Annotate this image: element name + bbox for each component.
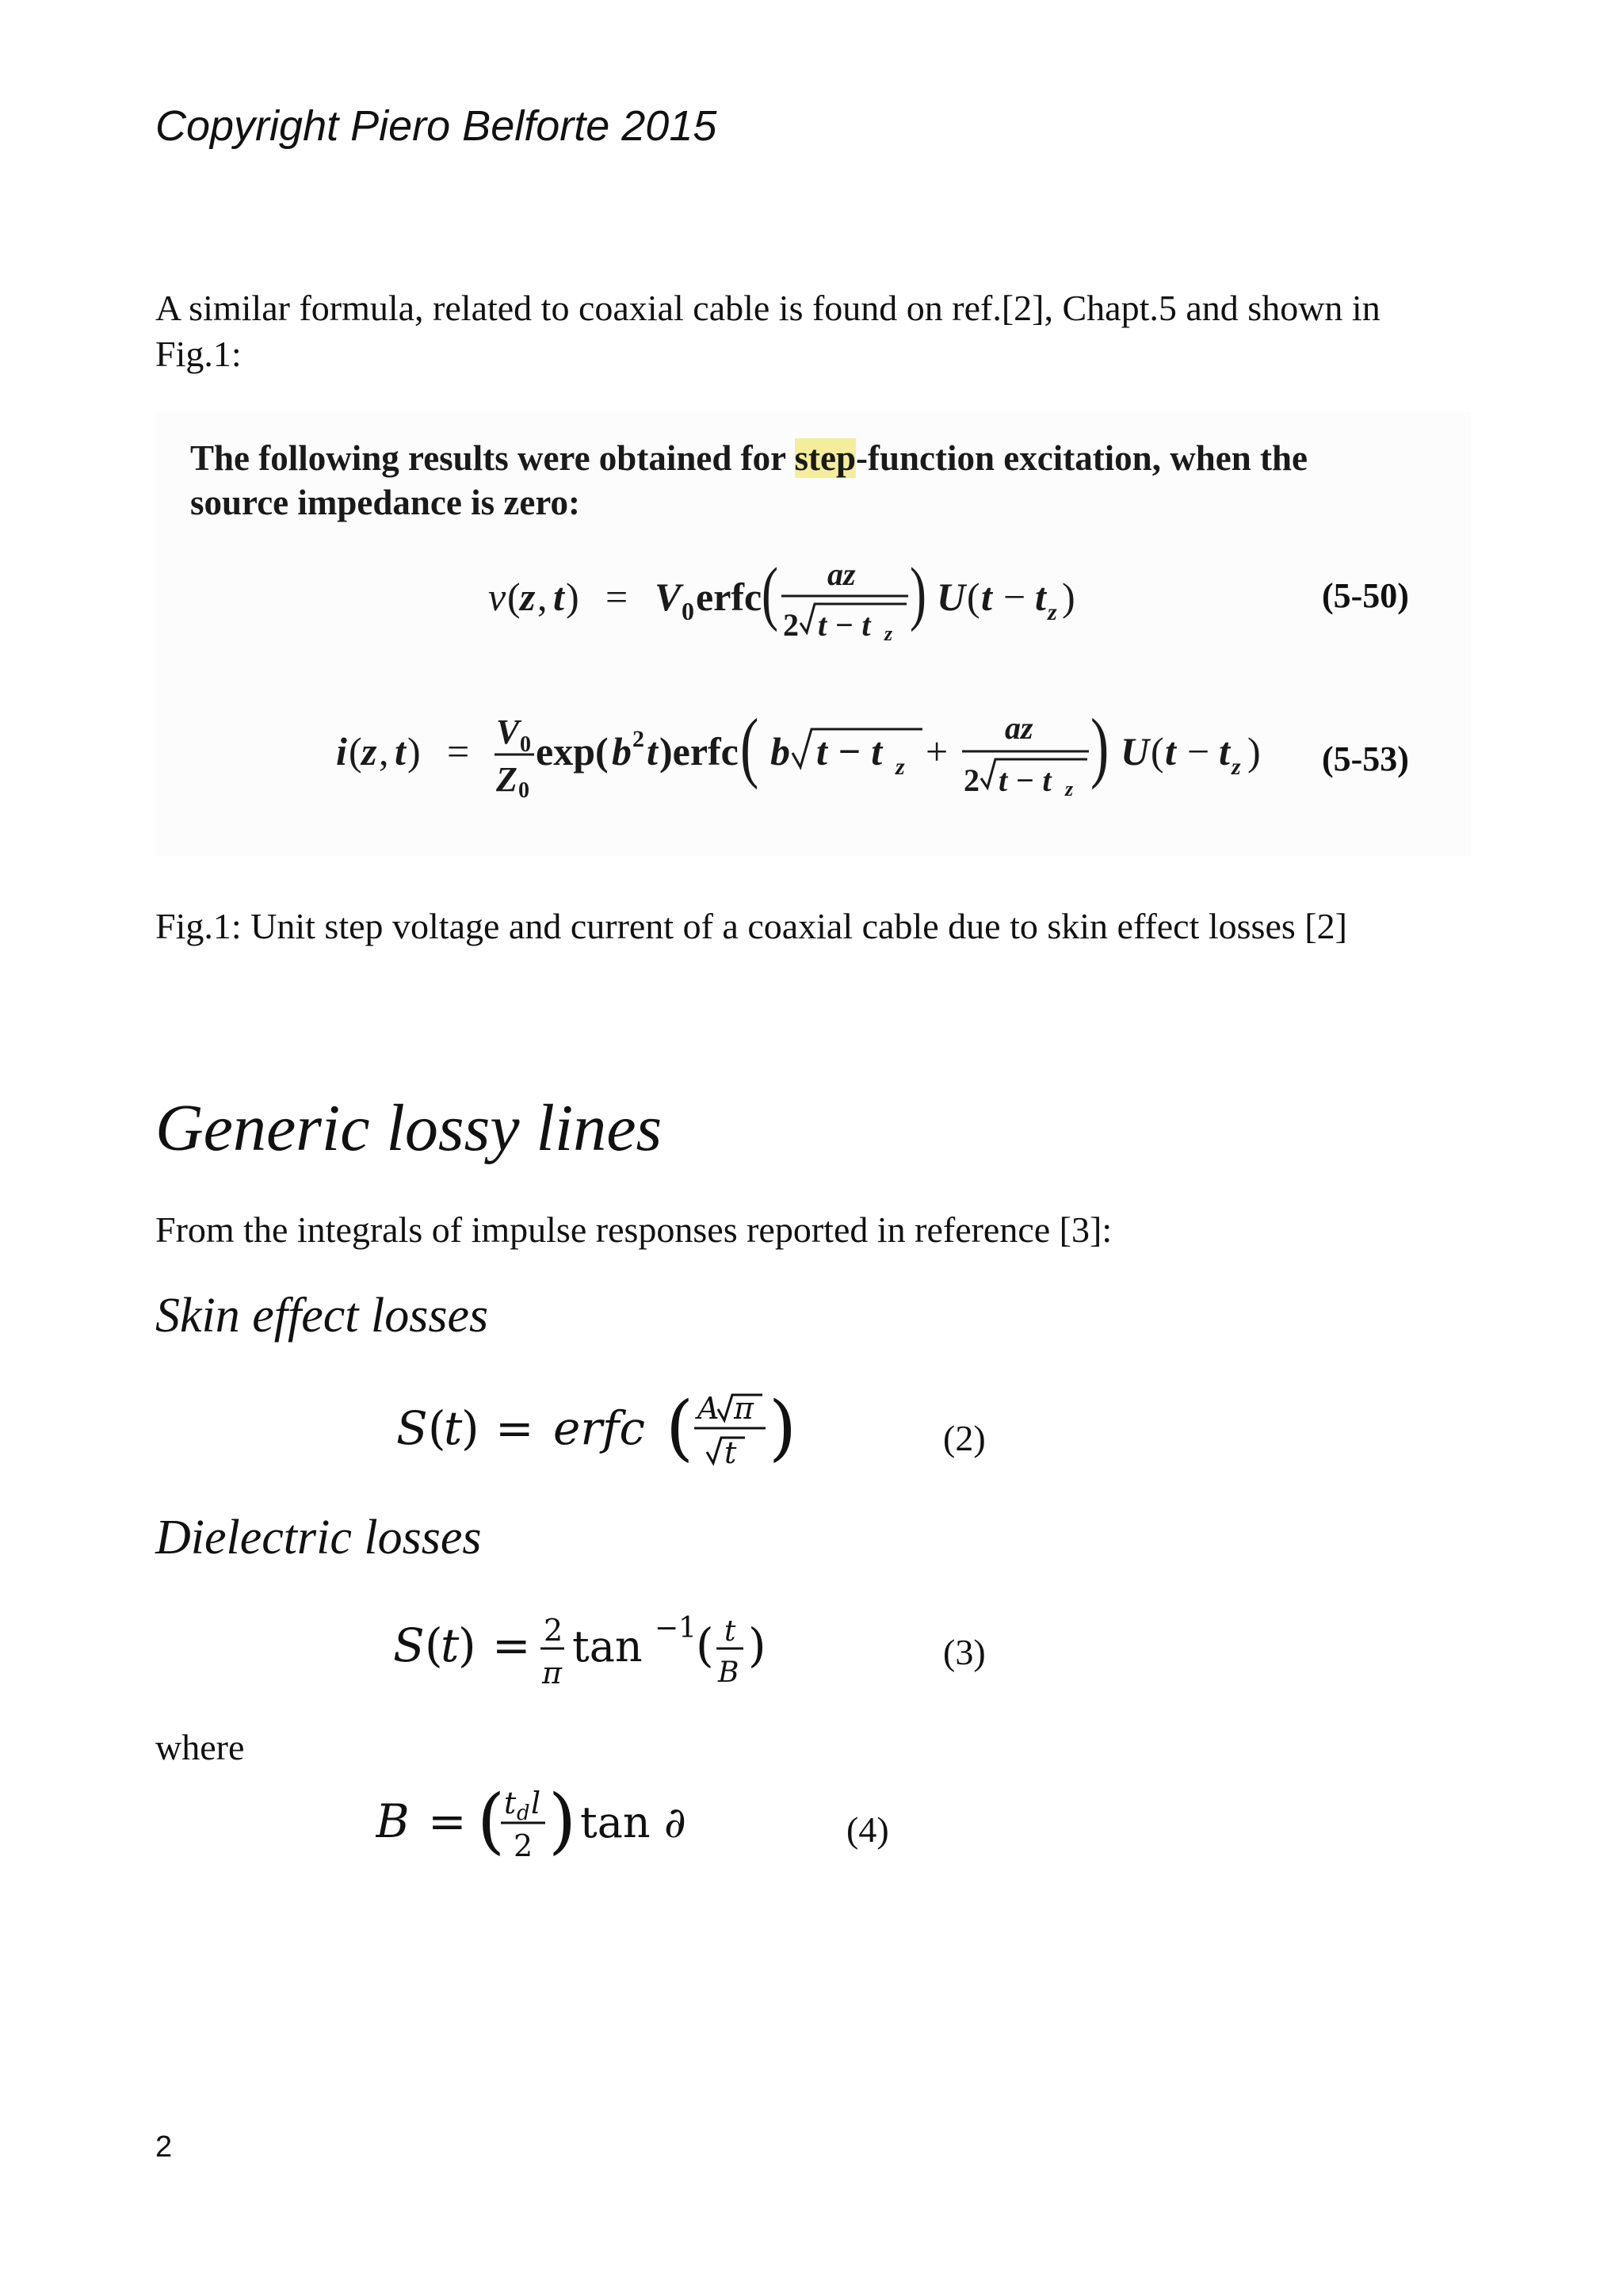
svg-text:z: z <box>361 729 377 774</box>
equation-label-5-50: (5-50) <box>1322 576 1409 615</box>
svg-text:=: = <box>495 1401 534 1455</box>
svg-text:t: t <box>553 575 564 619</box>
dielectric-heading: Dielectric losses <box>155 1511 482 1564</box>
svg-text:V: V <box>496 712 520 751</box>
equation-number-4: (4) <box>846 1809 889 1850</box>
svg-text:z: z <box>1065 777 1074 800</box>
equation-5-50 <box>488 547 1281 650</box>
svg-text:erfc: erfc <box>553 1401 645 1455</box>
section-title: Generic lossy lines <box>155 1091 663 1165</box>
svg-text:t − t: t − t <box>999 762 1052 798</box>
svg-text:2: 2 <box>783 607 799 643</box>
svg-text:2: 2 <box>632 726 644 752</box>
svg-text:U: U <box>937 575 966 619</box>
svg-text:−1: −1 <box>655 1612 697 1645</box>
svg-text:0: 0 <box>520 732 531 757</box>
svg-text:∂: ∂ <box>664 1797 686 1847</box>
intro-paragraph <box>155 285 1471 377</box>
intro-line-2: Fig.1: <box>155 334 242 374</box>
figure-intro-pre: The following results were obtained for <box>190 438 795 478</box>
svg-text:,: , <box>379 729 389 774</box>
intro-line-1: A similar formula, related to coaxial cable is found on ref.[2], Chapt.5 and shown in <box>155 288 1381 328</box>
svg-text:2: 2 <box>544 1613 563 1648</box>
svg-text:S: S <box>396 1401 428 1455</box>
svg-text:−: − <box>1003 575 1026 619</box>
svg-text:Z: Z <box>496 760 517 799</box>
svg-text:=: = <box>428 1794 467 1848</box>
figure-image <box>155 412 1471 856</box>
figure-intro-post: -function excitation, when the <box>856 438 1308 478</box>
svg-text:): ) <box>1062 575 1075 619</box>
svg-text:b: b <box>770 729 790 774</box>
svg-text:t: t <box>1035 575 1046 619</box>
svg-text:)erfc: )erfc <box>659 729 739 774</box>
figure-caption: Fig.1: Unit step voltage and current of a coaxial cable due to skin effect losses [2] <box>155 906 1347 946</box>
svg-text:tan: tan <box>572 1622 643 1671</box>
svg-text:B: B <box>376 1794 410 1848</box>
svg-text:t: t <box>441 1618 460 1672</box>
svg-text:t: t <box>1219 729 1230 774</box>
svg-text:t: t <box>647 729 658 774</box>
svg-text:+: + <box>926 729 949 774</box>
svg-text:(: ( <box>666 1386 694 1469</box>
equation-skin-effect <box>396 1379 840 1490</box>
svg-text:=: = <box>492 1618 531 1672</box>
svg-text:t: t <box>724 1615 736 1648</box>
svg-text:2: 2 <box>964 762 980 798</box>
svg-text:): ) <box>748 1618 766 1672</box>
svg-text:): ) <box>566 575 579 619</box>
highlighted-word: step <box>794 438 856 478</box>
svg-text:(: ( <box>740 701 759 791</box>
svg-text:S: S <box>393 1618 425 1672</box>
svg-text:): ) <box>407 729 421 774</box>
svg-text:t: t <box>724 1435 737 1470</box>
svg-text:t: t <box>1165 729 1176 774</box>
svg-text:U: U <box>1121 729 1150 774</box>
svg-text:az: az <box>827 556 856 592</box>
svg-text:t: t <box>444 1401 463 1455</box>
svg-text:z: z <box>1048 599 1057 625</box>
equation-label-5-53: (5-53) <box>1322 739 1409 778</box>
equation-number-2: (2) <box>943 1418 986 1458</box>
equation-b <box>376 1772 708 1883</box>
page-number: 2 <box>155 2130 173 2164</box>
svg-text:d: d <box>517 1801 530 1825</box>
svg-text:tan: tan <box>580 1797 651 1847</box>
svg-text:erfc: erfc <box>696 575 762 619</box>
svg-text:exp(: exp( <box>536 729 609 774</box>
svg-text:(: ( <box>477 1779 506 1862</box>
svg-text:): ) <box>548 1779 577 1862</box>
svg-text:): ) <box>461 1401 479 1455</box>
figure-intro-text <box>190 436 1308 525</box>
svg-text:t − t: t − t <box>818 607 871 643</box>
svg-text:π: π <box>542 1656 562 1690</box>
svg-text:0: 0 <box>682 597 694 625</box>
svg-text:−: − <box>1187 729 1210 774</box>
svg-text:): ) <box>769 1386 797 1469</box>
svg-text:(: ( <box>428 1401 446 1455</box>
svg-text:,: , <box>537 575 548 619</box>
svg-text:l: l <box>531 1786 541 1820</box>
equation-5-53 <box>336 697 1287 816</box>
svg-text:i: i <box>336 729 347 774</box>
svg-text:2: 2 <box>514 1828 533 1863</box>
svg-text:): ) <box>458 1618 476 1672</box>
svg-text:V: V <box>655 575 682 619</box>
svg-text:0: 0 <box>518 778 529 803</box>
svg-text:): ) <box>910 553 926 632</box>
svg-text:(: ( <box>507 575 521 619</box>
svg-text:z: z <box>896 754 905 780</box>
svg-text:z: z <box>520 575 536 619</box>
section-intro: From the integrals of impulse responses reported in reference [3]: <box>155 1209 1113 1250</box>
svg-text:t: t <box>504 1786 517 1820</box>
svg-text:B: B <box>718 1656 739 1689</box>
where-label: where <box>155 1727 245 1767</box>
svg-text:): ) <box>1090 701 1109 791</box>
svg-text:v: v <box>488 575 506 619</box>
svg-text:(: ( <box>1151 729 1164 774</box>
svg-text:(: ( <box>696 1618 714 1672</box>
svg-text:t: t <box>981 575 992 619</box>
svg-text:(: ( <box>967 575 980 619</box>
svg-text:(: ( <box>425 1618 443 1672</box>
copyright-header: Copyright Piero Belforte 2015 <box>155 102 717 150</box>
svg-text:z: z <box>1232 754 1241 780</box>
svg-text:A: A <box>697 1391 720 1426</box>
svg-text:(: ( <box>349 729 362 774</box>
svg-text:t: t <box>395 729 406 774</box>
equation-dielectric <box>393 1596 805 1715</box>
svg-text:=: = <box>447 729 470 774</box>
svg-text:=: = <box>605 575 628 619</box>
svg-text:(: ( <box>762 553 778 632</box>
svg-text:t − t: t − t <box>816 729 883 774</box>
skin-effect-heading: Skin effect losses <box>155 1289 489 1343</box>
figure-intro-line-2: source impedance is zero: <box>190 483 580 522</box>
svg-text:az: az <box>1005 710 1033 746</box>
equation-number-3: (3) <box>943 1632 986 1672</box>
svg-text:π: π <box>734 1391 754 1426</box>
svg-text:b: b <box>612 729 632 774</box>
svg-text:): ) <box>1247 729 1261 774</box>
svg-text:z: z <box>884 622 893 645</box>
